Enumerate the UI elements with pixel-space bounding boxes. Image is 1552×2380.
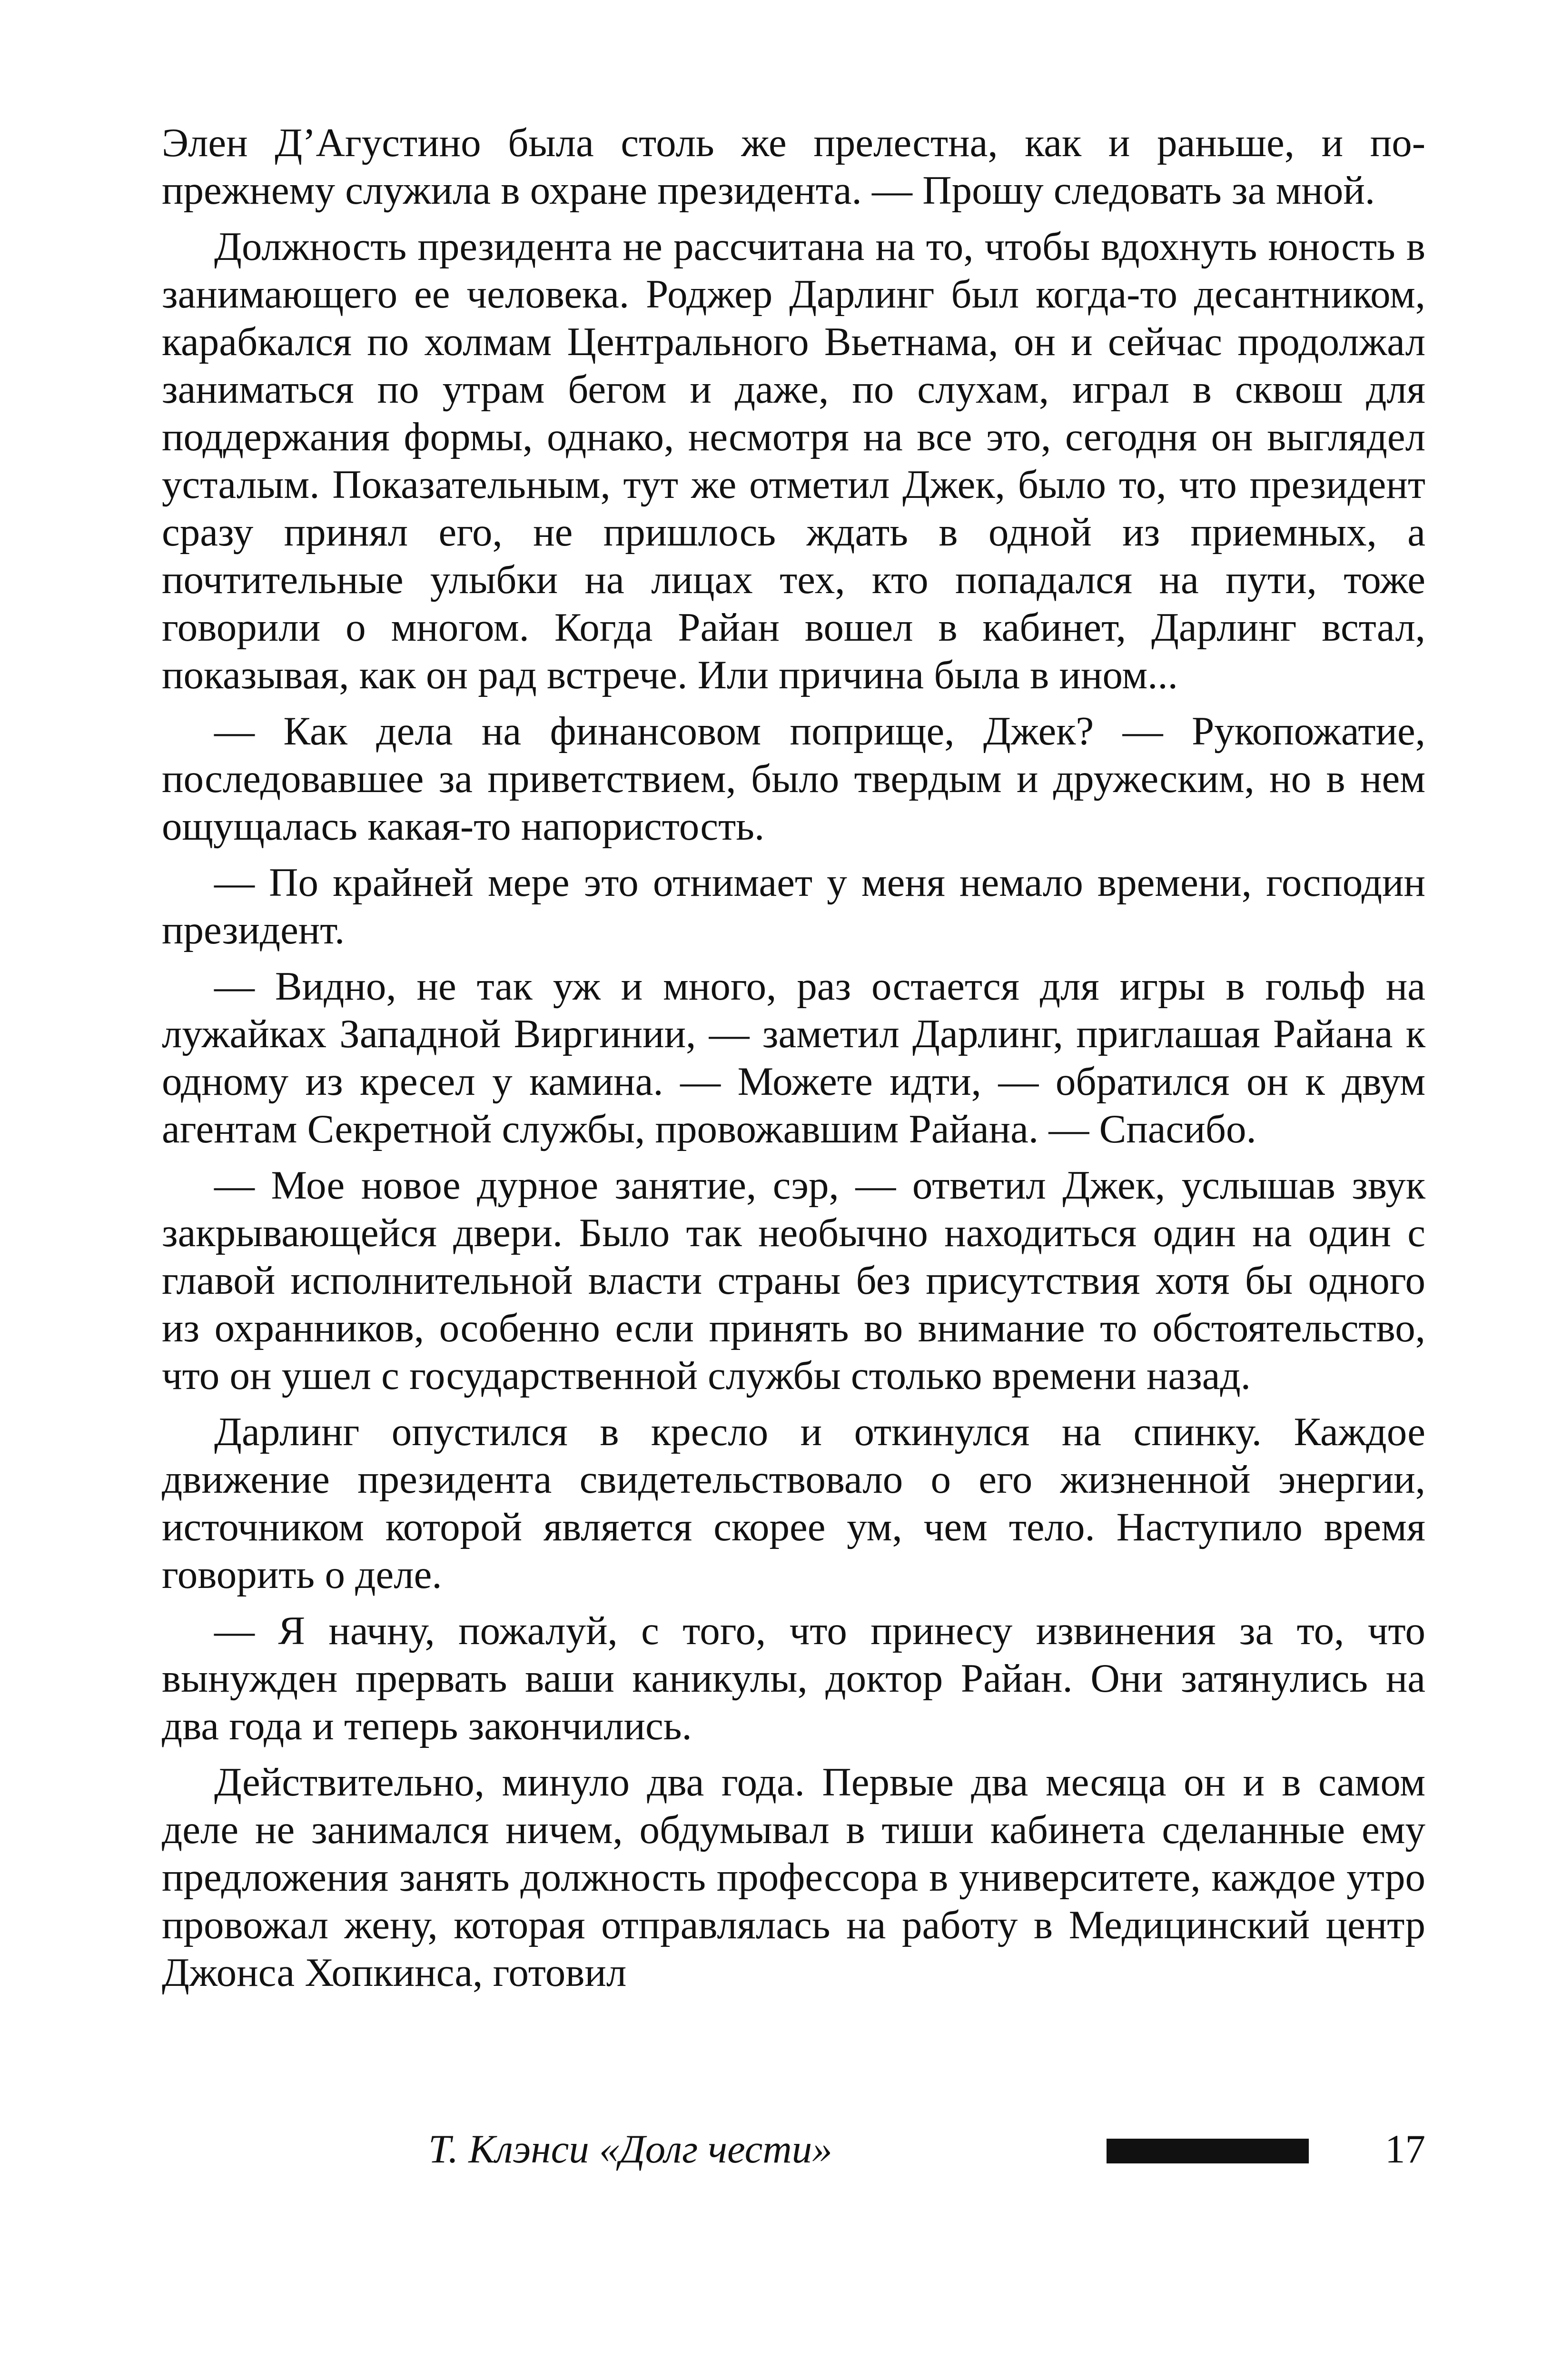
paragraph-2: Должность президента не рассчитана на то, чтобы вдохнуть юность в занимающего ее человека. Роджер Дарлинг был когда-то десантником, карабкался по холмам Центрального Вьетнама, он и сейчас продолжал заниматься по утрам бегом и даже, по слухам, играл в сквош для поддержания формы, однако, несмотря на все это, сегодня он выглядел усталым. Показательным, тут же отметил Джек, было то, что президент сразу принял его, не пришлось ждать в одной из приемных, а почтительные улыбки на лицах тех, кто попадался на пути, тоже говорили о многом. Когда Райан вошел в кабинет, Дарлинг встал, показывая, как он рад встрече. Или причина была в ином... — [162, 224, 1425, 697]
page-number: 17 — [1385, 2127, 1425, 2172]
page-footer — [162, 2125, 1425, 2173]
paragraph-6: — Мое новое дурное занятие, сэр, — ответил Джек, услышав звук закрывающейся двери. Было так необычно находиться один на один с главой исполнительной власти страны без присутствия хотя бы одного из охранников, особенно если принять во внимание то обстоятельство, что он ушел с государственной службы столько времени назад. — [162, 1163, 1425, 1398]
paragraph-5: — Видно, не так уж и много, раз остается для игры в гольф на лужайках Западной Виргинии, — заметил Дарлинг, приглашая Райана к одному из кресел у камина. — Можете идти, — обратился он к двум агентам Секретной службы, провожавшим Райана. — Спасибо. — [162, 964, 1425, 1151]
page-body — [162, 119, 1425, 2005]
paragraph-8: — Я начну, пожалуй, с того, что принесу извинения за то, что вынужден прервать ваши каникулы, доктор Райан. Они затянулись на два года и теперь закончились. — [162, 1608, 1425, 1748]
paragraph-1: Элен Д’Агустино была столь же прелестна, как и раньше, и по-прежнему служила в охране президента. — Прошу следовать за мной. — [162, 120, 1425, 213]
paragraph-7: Дарлинг опустился в кресло и откинулся на спинку. Каждое движение президента свидетельствовало о его жизненной энергии, источником которой является скорее ум, чем тело. Наступило время говорить о деле. — [162, 1409, 1425, 1597]
paragraph-4: — По крайней мере это отнимает у меня немало времени, господин президент. — [162, 860, 1425, 952]
paragraph-3: — Как дела на финансовом поприще, Джек? — Рукопожатие, последовавшее за приветствием, было твердым и дружеским, но в нем ощущалась какая-то напористость. — [162, 709, 1425, 849]
paragraph-9: Действительно, минуло два года. Первые два месяца он и в самом деле не занимался ничем, обдумывал в тиши кабинета сделанные ему предложения занять должность профессора в университете, каждое утро провожал жену, которая отправлялась на работу в Медицинский центр Джонса Хопкинса, готовил — [162, 1760, 1425, 1995]
running-title: Т. Клэнси «Долг чести» — [428, 2127, 832, 2172]
footer-decorative-bar — [1107, 2139, 1309, 2163]
